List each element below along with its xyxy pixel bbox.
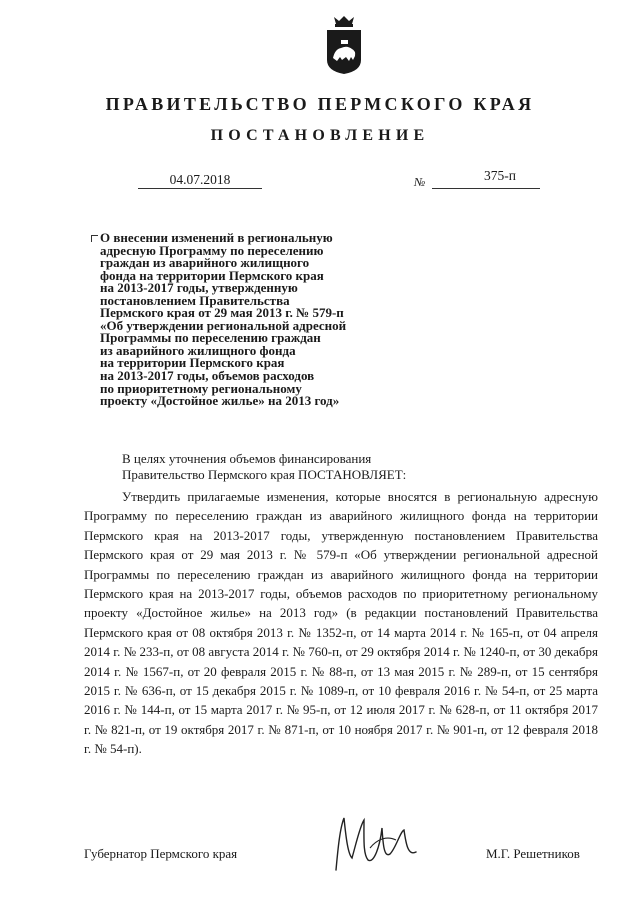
- subject-line: на территории Пермского края: [100, 355, 285, 371]
- number-underline: [432, 188, 540, 189]
- subject-line: на 2013-2017 годы, объемов расходов: [100, 368, 315, 384]
- document-date: 04.07.2018: [169, 172, 231, 187]
- body-paragraph-purpose: В целях уточнения объемов финансирования: [122, 451, 372, 466]
- subject-corner-mark: [91, 235, 98, 242]
- subject-line: граждан из аварийного жилищного: [100, 255, 310, 271]
- subject-line: Программы по переселению граждан: [100, 330, 321, 346]
- subject-line: фонда на территории Пермского края: [100, 267, 324, 283]
- government-title: ПРАВИТЕЛЬСТВО ПЕРМСКОГО КРАЯ: [105, 94, 535, 114]
- subject-line: постановлением Правительства: [100, 292, 290, 308]
- signatory-position: Губернатор Пермского края: [84, 846, 238, 861]
- body-paragraph-main: Утвердить прилагаемые изменения, которые вносятся в региональную адресную Программу по переселению граждан из аварийного жилищного фонда на территории Пермского края на 2013-2017 годы, утвержденную постановлением Правительства Пермского края от 29 мая 2013 г. № 579-п «Об утверждении региональной адресной Программы по переселению граждан из аварийного жилищного фонда на территории Пермского края на 2013-2017 годы, объемов расходов по приоритетному региональному проекту «Достойное жилье» на 2013 год» (в редакции постановлений Правительства Пермского края от 08 октября 2013 г. № 1352-п, от 14 марта 2014 г. № 165-п, от 04 апреля 2014 г. № 233-п, от 08 августа 2014 г. № 760-п, от 29 октября 2014 г. № 1240-п, от 30 декабря 2014 г. № 1567-п, от 20 февраля 2015 г. № 88-п, от 13 мая 2015 г. № 289-п, от 15 сентября 2015 г. № 636-п, от 15 декабря 2015 г. № 1089-п, от 10 февраля 2016 г. № 54-п, от 25 марта 2016 г. № 144-п, от 15 марта 2017 г. № 95-п, от 12 июля 2017 г. № 628-п, от 11 октября 2017 г. № 821-п, от 19 октября 2017 г. № 871-п, от 10 ноября 2017 г. № 901-п, от 12 февраля 2018 г. № 54-п).: [84, 489, 598, 757]
- document-type: ПОСТАНОВЛЕНИЕ: [210, 127, 430, 144]
- subject-line: О внесении изменений в региональную: [100, 230, 333, 245]
- body-paragraph-resolves: Правительство Пермского края ПОСТАНОВЛЯЕТ:: [122, 467, 407, 482]
- subject-line: из аварийного жилищного фонда: [100, 342, 296, 358]
- signatory-name: М.Г. Решетников: [486, 846, 580, 861]
- subject-line: по приоритетному региональному: [100, 380, 302, 396]
- handwritten-signature: [330, 808, 422, 878]
- number-sign: №: [414, 175, 426, 189]
- subject-line: Пермского края от 29 мая 2013 г. № 579-п: [100, 305, 344, 321]
- document-number: 375-п: [484, 168, 516, 183]
- date-underline: [138, 188, 262, 189]
- subject-line: «Об утверждении региональной адресной: [100, 317, 347, 333]
- subject-heading: [100, 232, 400, 408]
- subject-line: проекту «Достойное жилье» на 2013 год»: [100, 393, 340, 409]
- subject-line: на 2013-2017 годы, утвержденную: [100, 280, 298, 296]
- coat-of-arms-emblem: [324, 14, 364, 76]
- subject-line: адресную Программу по переселению: [100, 242, 324, 258]
